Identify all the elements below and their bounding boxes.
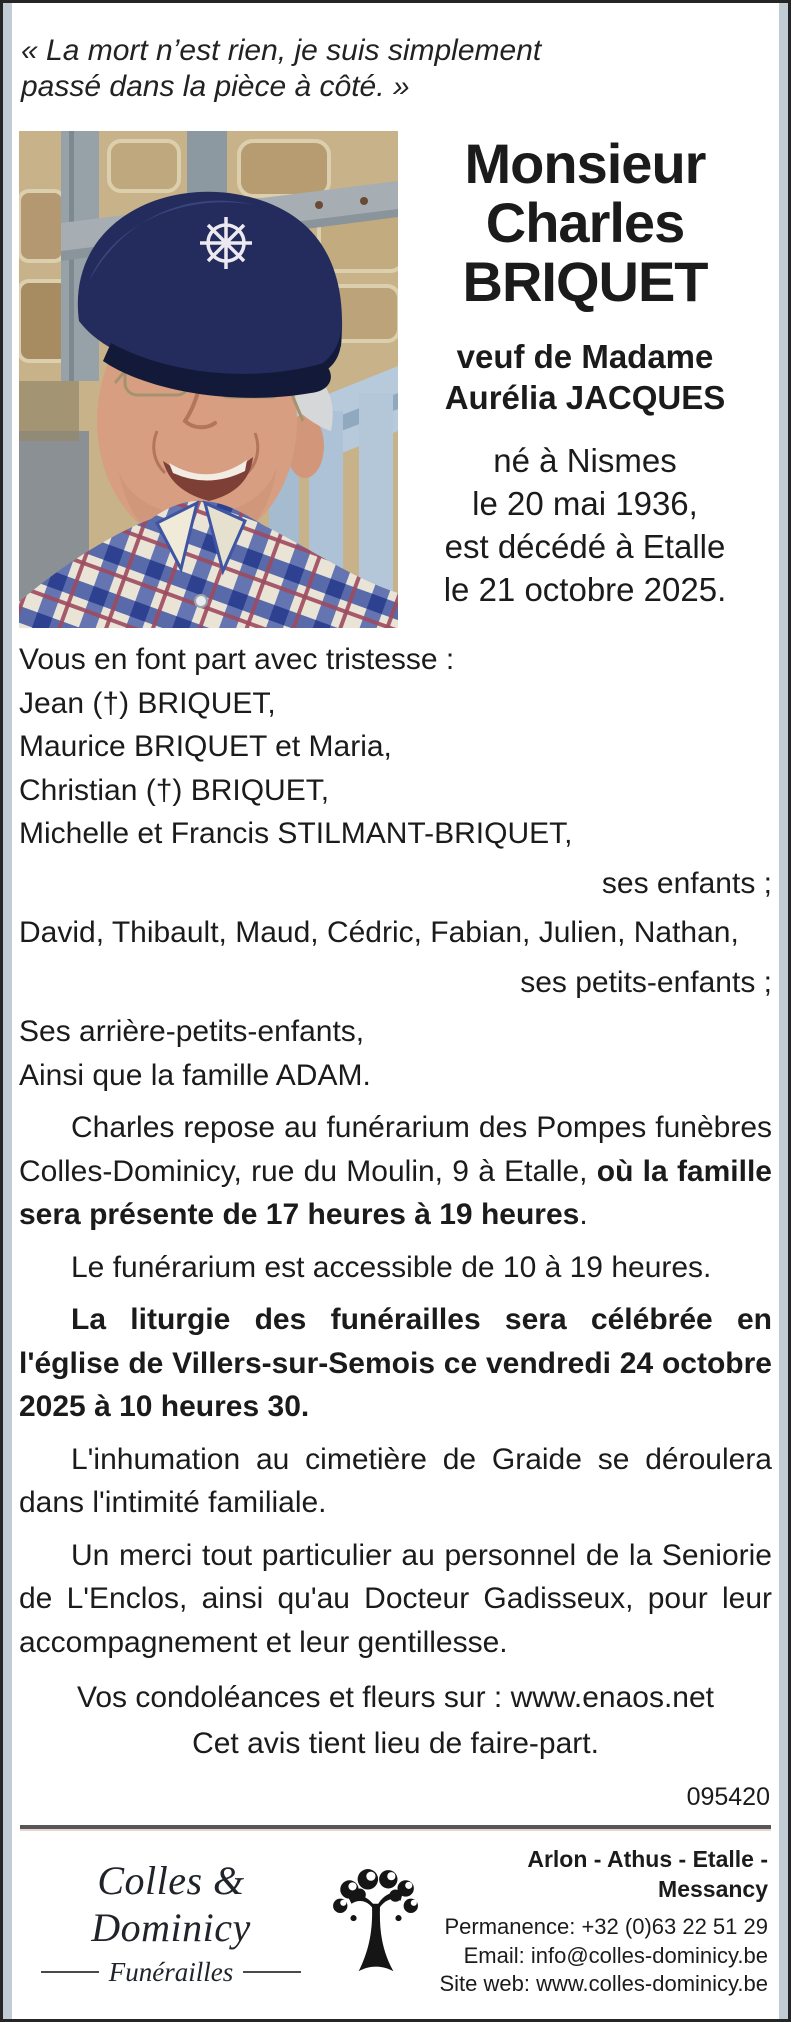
email-line: Email: info@colles-dominicy.be: [463, 1942, 768, 1968]
wake-paragraph: [19, 1106, 772, 1237]
grandchildren-label: ses petits-enfants ;: [520, 965, 772, 999]
announcement-body: [19, 638, 772, 1815]
website-line: Site web: www.colles-dominicy.be: [439, 1971, 768, 1997]
tagline-dash-right: [243, 1971, 301, 1973]
family-member: Maurice BRIQUET et Maria,: [19, 730, 392, 763]
birth-place: né à Nismes: [493, 441, 677, 479]
wake-period: .: [579, 1198, 588, 1231]
deceased-title: Monsieur: [464, 132, 706, 195]
deceased-lastname: BRIQUET: [462, 249, 708, 313]
funeral-home-name: Colles & Dominicy: [91, 1857, 251, 1950]
birth-date: le 20 mai 1936,: [472, 484, 698, 522]
funeral-home-contact: [429, 1845, 770, 1999]
family-member: Christian (†) BRIQUET,: [19, 773, 330, 807]
funeral-home-footer: [19, 1837, 772, 2019]
announcement-intro: Vous en font part avec tristesse :: [19, 643, 455, 676]
family-adam-line: Ainsi que la famille ADAM.: [19, 1058, 371, 1092]
children-label: ses enfants ;: [601, 866, 772, 900]
funeral-home-tagline-row: [21, 1957, 321, 1988]
family-member: Jean (†) BRIQUET,: [19, 686, 276, 720]
liturgy-paragraph: La liturgie des funérailles sera célébrée en l'église de Villers-sur-Semois ce vendredi 24 octobre 2025 à 10 heures 30.: [19, 1303, 772, 1423]
epitaph-quote-line: « La mort n’est rien, je suis simplement: [21, 34, 542, 67]
death-date: le 21 octobre 2025.: [443, 570, 727, 608]
thanks-paragraph: Un merci tout particulier au personnel de la Seniorie de L'Enclos, ainsi qu'au Docteur Gadisseux, pour leur accompagnement et leur gentillesse.: [19, 1538, 772, 1659]
birth-death-details: [398, 440, 772, 612]
burial-paragraph: L'inhumation au cimetière de Graide se déroulera dans l'intimité familiale.: [19, 1442, 772, 1519]
funerarium-access-paragraph: Le funérarium est accessible de 10 à 19 heures.: [71, 1250, 712, 1284]
deceased-identity: [398, 131, 772, 628]
family-member: Michelle et Francis STILMANT-BRIQUET,: [19, 817, 573, 850]
locations-line: Arlon - Athus - Etalle - Messancy: [527, 1846, 768, 1903]
faire-part-notice: Cet avis tient lieu de faire-part.: [192, 1726, 599, 1760]
funeral-home-brand: [21, 1857, 321, 1988]
epitaph-quote: [21, 3, 772, 105]
deceased-photo: [19, 131, 398, 628]
widower-of: [398, 337, 772, 418]
wake-hours-bold: où la famille sera présente de 17 heures à 19 heures: [19, 1154, 772, 1231]
deceased-photo-illustration: [19, 131, 398, 628]
condolences-line: Vos condoléances et fleurs sur : www.enaos.net: [76, 1681, 715, 1714]
phone-line: Permanence: +32 (0)63 22 51 29: [444, 1914, 768, 1940]
header-section: [19, 131, 772, 628]
grandchildren-names: David, Thibault, Maud, Cédric, Fabian, Julien, Nathan,: [19, 916, 739, 949]
epitaph-quote-line: passé dans la pièce à côté. »: [21, 70, 410, 103]
death-place: est décédé à Etalle: [444, 527, 726, 565]
wake-text: Charles repose au funérarium des Pompes funèbres Colles-Dominicy, rue du Moulin, 9 à Etalle,: [19, 1111, 772, 1188]
widower-line: Aurélia JACQUES: [444, 378, 726, 416]
great-grandchildren-line: Ses arrière-petits-enfants,: [19, 1015, 365, 1048]
funeral-home-tagline: Funérailles: [108, 1956, 234, 1987]
reference-number: 095420: [686, 1783, 770, 1811]
footer-divider: [20, 1825, 771, 1831]
widower-line: veuf de Madame: [456, 338, 714, 376]
tagline-dash-left: [41, 1971, 99, 1973]
obituary-content: [3, 3, 788, 2019]
tree-logo-icon: [329, 1867, 421, 1977]
deceased-firstname: Charles: [485, 190, 685, 254]
